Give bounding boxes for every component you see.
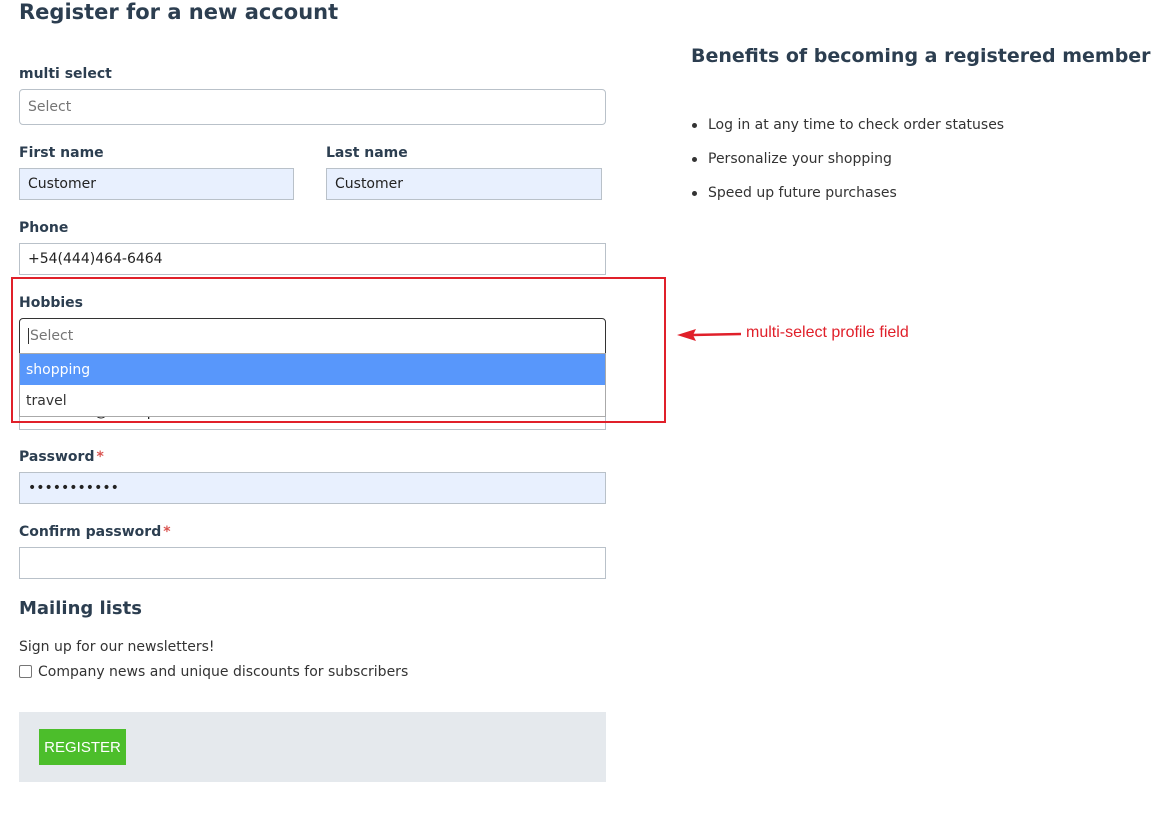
hobby-option-travel[interactable]: travel	[26, 392, 67, 409]
last-name-value: Customer	[335, 176, 404, 192]
multi-select-label: multi select	[19, 66, 112, 82]
newsletter-intro: Sign up for our newsletters!	[19, 639, 215, 655]
first-name-label: First name	[19, 145, 104, 161]
first-name-value: Customer	[28, 176, 97, 192]
benefit-text: Log in at any time to check order statuses	[708, 117, 1005, 133]
text-cursor	[28, 328, 29, 344]
last-name-field[interactable]	[326, 168, 602, 200]
benefit-text: Speed up future purchases	[708, 185, 897, 201]
phone-field[interactable]	[19, 243, 606, 275]
annotation-label: multi-select profile field	[746, 324, 909, 341]
confirm-password-field[interactable]	[19, 547, 606, 579]
last-name-label: Last name	[326, 145, 408, 161]
hobbies-placeholder: Select	[30, 328, 74, 344]
page-title: Register for a new account	[19, 0, 339, 24]
password-field[interactable]	[19, 472, 606, 504]
password-required-mark: *	[96, 449, 104, 465]
benefit-text: Personalize your shopping	[708, 151, 892, 167]
newsletter-checkbox[interactable]	[19, 665, 32, 678]
multi-select-placeholder: Select	[28, 99, 72, 115]
bullet-icon	[692, 191, 697, 196]
confirm-password-label-text: Confirm password	[19, 524, 162, 540]
register-button[interactable]: REGISTER	[39, 729, 126, 765]
multi-select-input[interactable]	[19, 89, 606, 125]
password-label-text: Password	[19, 449, 95, 465]
bullet-icon	[692, 123, 697, 128]
bullet-icon	[692, 157, 697, 162]
mailing-lists-title: Mailing lists	[19, 598, 142, 619]
benefits-title: Benefits of becoming a registered member	[691, 45, 1151, 67]
hobby-option-shopping[interactable]: shopping	[20, 354, 605, 385]
register-panel	[19, 712, 606, 782]
password-label	[19, 449, 104, 465]
confirm-password-label	[19, 524, 171, 540]
password-value: •••••••••••	[28, 480, 119, 496]
annotation-arrow-icon	[676, 326, 742, 344]
benefit-item	[691, 108, 1004, 142]
phone-value: +54(444)464-6464	[28, 251, 163, 267]
confirm-password-required-mark: *	[163, 524, 171, 540]
phone-label: Phone	[19, 220, 69, 236]
hobbies-dropdown	[19, 353, 606, 417]
benefit-item	[691, 142, 1004, 176]
benefits-list	[691, 108, 1004, 210]
newsletter-option-label[interactable]: Company news and unique discounts for subscribers	[38, 664, 409, 680]
benefit-item	[691, 176, 1004, 210]
first-name-field[interactable]	[19, 168, 294, 200]
hobbies-search-input[interactable]	[19, 318, 606, 354]
hobbies-label: Hobbies	[19, 295, 84, 311]
